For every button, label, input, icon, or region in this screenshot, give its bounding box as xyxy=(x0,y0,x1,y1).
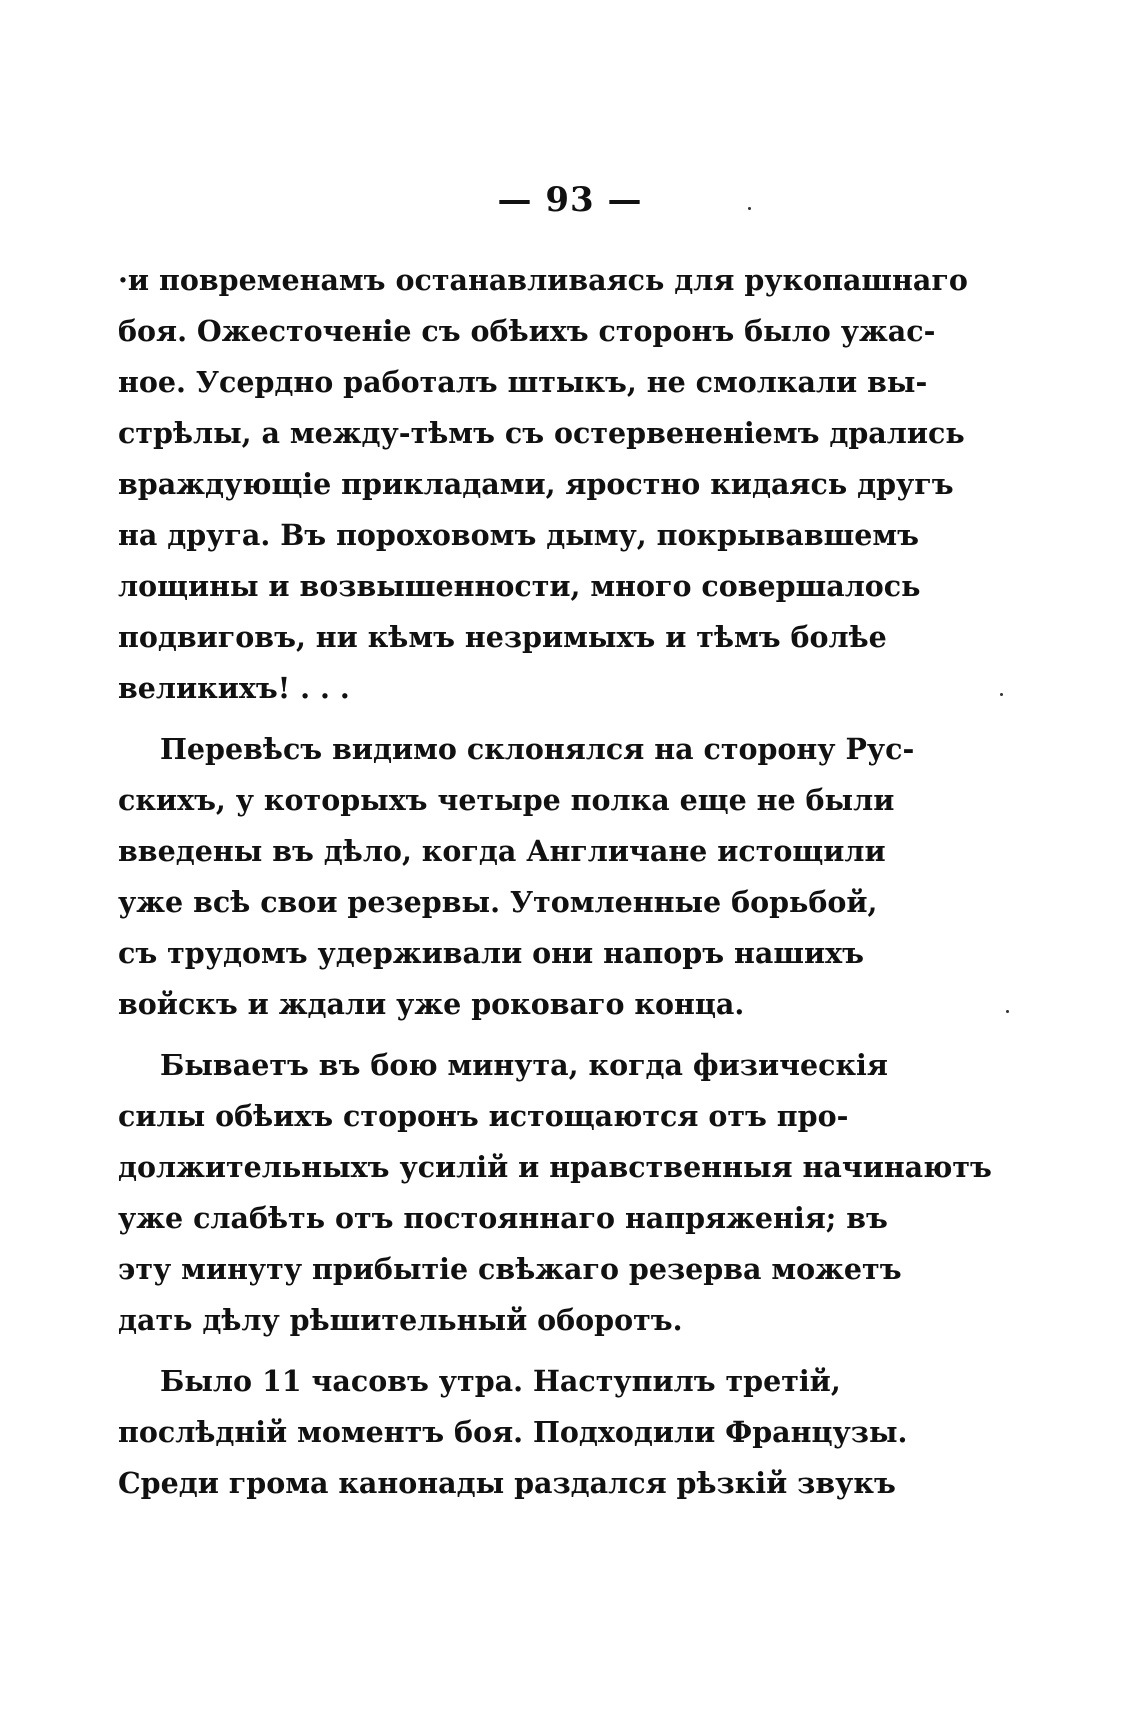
text-line: съ трудомъ удерживали они напоръ нашихъ xyxy=(118,936,864,970)
text-line: введены въ дѣло, когда Англичане истощили xyxy=(118,834,886,868)
text-line: стрѣлы, а между-тѣмъ съ остервененіемъ дрались xyxy=(118,416,965,450)
paragraph xyxy=(118,1356,908,1509)
paragraph xyxy=(118,1040,992,1346)
text-line: Бываетъ въ бою минута, когда физическія xyxy=(160,1048,888,1082)
print-speck xyxy=(1000,693,1003,696)
text-line: боя. Ожесточеніе съ обѣихъ сторонъ было ужас- xyxy=(118,314,936,348)
text-line: ное. Усердно работалъ штыкъ, не смолкали вы- xyxy=(118,365,928,399)
text-line: уже слабѣть отъ постояннаго напряженія; въ xyxy=(118,1201,888,1235)
print-speck xyxy=(1006,1010,1009,1013)
paragraph xyxy=(118,255,968,714)
page-number: — 93 — xyxy=(497,180,643,220)
text-line: подвиговъ, ни кѣмъ незримыхъ и тѣмъ болѣе xyxy=(118,620,887,654)
text-line: войскъ и ждали уже роковаго конца. xyxy=(118,987,745,1021)
text-line: великихъ! . . . xyxy=(118,671,350,705)
text-line: послѣдній моментъ боя. Подходили Французы. xyxy=(118,1415,908,1449)
text-line: лощины и возвышенности, много совершалось xyxy=(118,569,921,603)
paragraph xyxy=(118,724,915,1030)
text-line: силы обѣихъ сторонъ истощаются отъ про- xyxy=(118,1099,849,1133)
text-line: Перевѣсъ видимо склонялся на сторону Рус- xyxy=(160,732,915,766)
text-line: уже всѣ свои резервы. Утомленные борьбой, xyxy=(118,885,878,919)
text-line: должительныхъ усилій и нравственныя начинаютъ xyxy=(118,1150,992,1184)
text-line: эту минуту прибытіе свѣжаго резерва можетъ xyxy=(118,1252,902,1286)
text-line: ·и повременамъ останавливаясь для рукопашнаго xyxy=(118,263,968,297)
text-line: на друга. Въ пороховомъ дыму, покрывавшемъ xyxy=(118,518,920,552)
text-line: Среди грома канонады раздался рѣзкій звукъ xyxy=(118,1466,896,1500)
text-line: враждующіе прикладами, яростно кидаясь другъ xyxy=(118,467,954,501)
text-line: скихъ, у которыхъ четыре полка еще не были xyxy=(118,783,895,817)
page-text xyxy=(118,255,992,1509)
text-line: дать дѣлу рѣшительный оборотъ. xyxy=(118,1303,683,1337)
text-line: Было 11 часовъ утра. Наступилъ третій, xyxy=(160,1364,841,1398)
print-speck xyxy=(748,207,751,210)
